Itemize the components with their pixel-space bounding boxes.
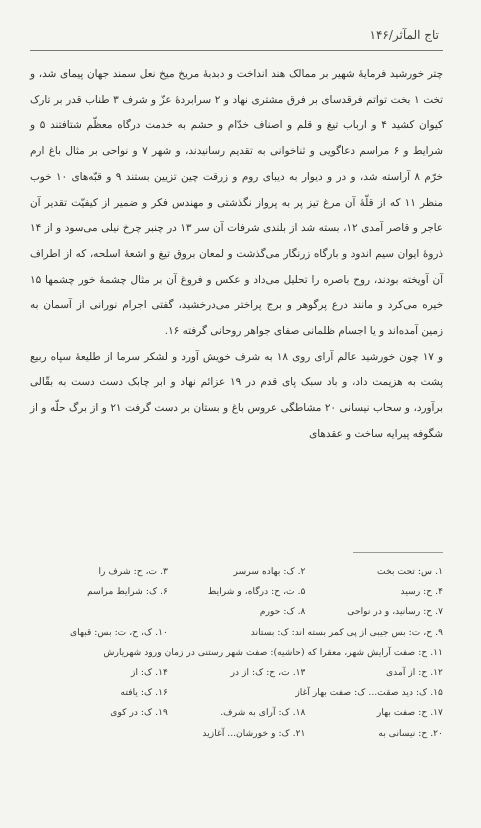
footnote: ۱۹. ک: در کوی bbox=[110, 707, 168, 719]
footnote-row bbox=[30, 602, 443, 622]
footnote: ۱۴. ک: از bbox=[131, 667, 168, 679]
footnote-row bbox=[30, 562, 443, 582]
footnote-row bbox=[30, 683, 443, 703]
footnote: ۲. ک: بهاده سرسر bbox=[233, 566, 306, 577]
footnote-row bbox=[30, 643, 443, 663]
footnote: ۱۸. ک: آرای به شرف. bbox=[220, 707, 306, 719]
footnote: ۶. ک: شرایط مراسم bbox=[87, 586, 168, 598]
footnote: ۷. ح: رسانید، و در نواحی bbox=[347, 606, 443, 618]
footnote: ۵. ت، ح: درگاه، و شرایط bbox=[207, 586, 306, 598]
footnote: ۳. ت، ح: شرف را bbox=[98, 566, 168, 577]
footnotes bbox=[30, 562, 443, 744]
footnote-row bbox=[30, 663, 443, 683]
footnote: ۱۳. ت، ح: ک: از در bbox=[230, 667, 306, 679]
footnote: ۱۷. ح: صفت بهار bbox=[376, 707, 443, 719]
footnote-rule bbox=[353, 552, 443, 553]
header-rule bbox=[30, 50, 443, 51]
running-header: تاج المآثر/۱۴۶ bbox=[369, 28, 439, 42]
main-text bbox=[30, 62, 443, 448]
footnote: ۱۲. ح: از آمدی bbox=[385, 667, 443, 679]
footnote: ۱۱. ح: صفت آرایش شهر، معقرا که (حاشیه): صفت شهر رستنی در زمان ورود شهریارش bbox=[103, 646, 443, 658]
footnote: ۲۱. ک: و خورشان... آغازید bbox=[202, 727, 306, 739]
footnote: ۸. ک: حورم bbox=[259, 606, 306, 618]
footnote bbox=[30, 602, 168, 622]
footnote-row bbox=[30, 703, 443, 723]
footnote-row bbox=[30, 623, 443, 643]
footnote: ۱۶. ک: یافته bbox=[120, 687, 168, 699]
footnote: ۹. ح، ت: بس جیبی از پی کمر بسته اند: ک: بستاند bbox=[250, 626, 443, 638]
paragraph: و ۱۷ چون خورشید عالم آرای روی ۱۸ به شرف خویش آورد و لشکر سرما از طلیعهٔ سپاه ربیع پشت به هزیمت داد، و باد سبک پای قدم در ۱۹ عزائم نهاد و ابر چابک دست دست به بقّالی برآورد، و سحاب نیسانی ۲۰ مشاطگی عروس باغ و بستان بر دست گرفت ۲۱ و از برگ حلّه و از شگوفه پیرایه ساخت و عقدهای bbox=[30, 350, 443, 440]
footnote-row bbox=[30, 724, 443, 744]
footnote: ۱۵. ک: دید صقت... ک: صفت بهار آغاز bbox=[295, 687, 443, 699]
footnote: ۱۰. ک، ح، ت: بس: قبهای bbox=[69, 626, 168, 638]
paragraph: چتر خورشید فرمایهٔ شهیر بر ممالک هند انداخت و دبدبهٔ مریخ میخ نعل سمند جهان پیمای شد، و تخت ۱ بخت تواتم فرقدسای بر فرق مشتری نهاد و ۲ سرابردهٔ عزّ و شرف ۳ طناب قدر بر تارک کیوان کشید ۴ و ارباب تیغ و قلم و اصناف خدّام و حشم به خدمت درگاه معظّم شتافتند ۵ و شرایط و ۶ مراسم دعاگویی و ثناخوانی به تقدیم رسانیدند، و شهر ۷ و نواحی بر مثال باغ ارم خرّم ۸ آراسته شد، و در و دیوار به دیبای روم و زرقت چین تزیین بستند ۹ و قبّه‌های ۱۰ خوب منظر ۱۱ که از قلّهٔ آن مرغ تیز پر به پرواز نگذشتی و مهندس فکر و ضمیر از کیفیّت تقدیر آن عاجر و قاصر آمدی ۱۲، بسته شد از بلندی شرفات آن سر ۱۳ در چنبر چرخ نیلی می‌سود و از ۱۴ ذروهٔ ایوان سیم اندود و بارگاه زرنگار می‌گذشت و لمعان بروق تیغ و اشعهٔ اسلحه، که از اطراف آن آویخته بودند، روح باصره را تحلیل می‌داد و عکس و فروغ آن بر مثال چشمهٔ خور چشمها ۱۵ خیره می‌کرد و مانند درع پرگوهر و برج پراختر می‌درخشید، گفتی اجرام نورانی از آسمان به زمین آمده‌اند و یا اجسام ظلمانی صفای جواهر روحانی گرفته ۱۶. bbox=[30, 68, 444, 338]
footnote: ۲۰. ح: نیسانی به bbox=[378, 727, 443, 739]
footnote: ۴. ح: رسید bbox=[400, 586, 443, 598]
footnote: ۱. س: تحت بخت bbox=[377, 566, 443, 577]
footnote-row bbox=[30, 582, 443, 602]
